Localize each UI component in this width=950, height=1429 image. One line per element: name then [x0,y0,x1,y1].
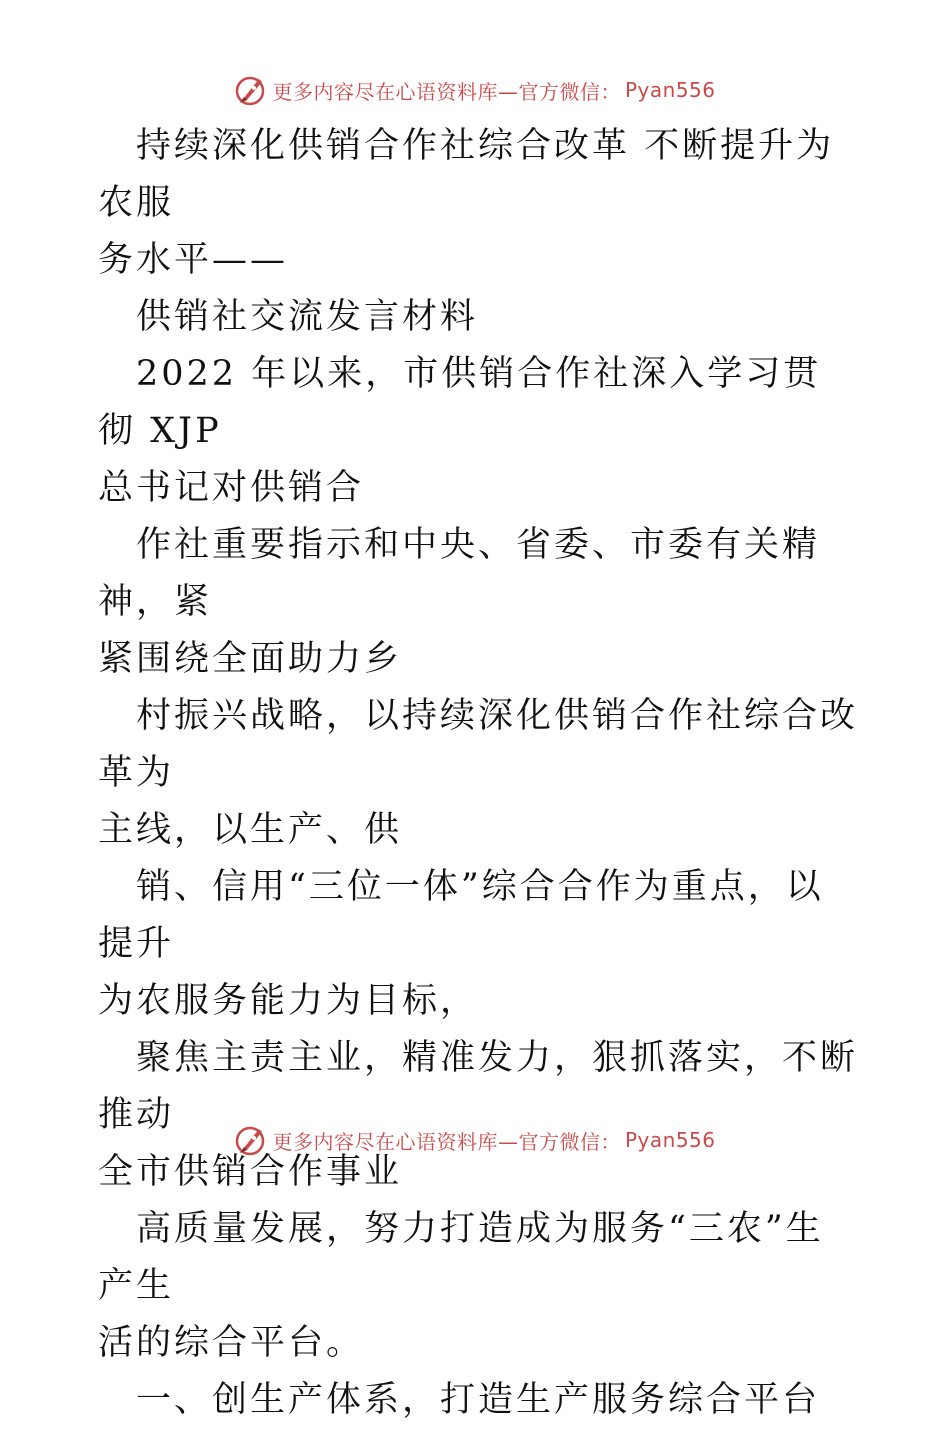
paragraph-line: 村振兴战略，以持续深化供销合作社综合改革为 [98,696,859,793]
header-watermark [0,70,950,110]
paragraph-line: 活的综合平台。 [98,1323,365,1363]
paragraph-line: 作社重要指示和中央、省委、市委有关精神，紧 [98,525,821,622]
paragraph-line: 供销社交流发言材料 [136,297,479,337]
paragraph-line: 聚焦主责主业，精准发力，狠抓落实，不断推动 [98,1038,859,1135]
paragraph [98,517,858,688]
watermark-brand: Pyan556 [624,1128,716,1152]
paragraph-line: 2022 年以来，市供销合作社深入学习贯彻 XJP [98,354,822,451]
paragraph-line: 主线，以生产、供 [98,810,403,850]
paragraph-line: 全市供销合作事业 [98,1152,403,1192]
watermark-text: 更多内容尽在心语资料库—官方微信： [272,1129,621,1154]
paragraph [98,688,858,859]
paragraph-line: 为农服务能力为目标， [98,981,479,1021]
paragraph [98,346,858,517]
paragraph [98,859,858,1030]
watermark-brand: Pyan556 [624,78,716,102]
paragraph-line: 持续深化供销合作社综合改革 不断提升为农服 [98,126,835,223]
paragraph-line: 务水平—— [98,240,289,280]
paragraph [98,1372,858,1429]
paragraph-line: 总书记对供销合 [98,468,365,508]
paragraph-line: 高质量发展，努力打造成为服务“三农”生产生 [98,1209,824,1306]
paragraph-line: 一、创生产体系，打造生产服务综合平台 [136,1380,821,1420]
paragraph-line: 销、信用“三位一体”综合合作为重点，以提升 [98,867,824,964]
paragraph [98,118,858,289]
footer-watermark [0,1120,950,1160]
paragraph [98,1201,858,1372]
watermark-text: 更多内容尽在心语资料库—官方微信： [272,79,621,104]
paragraph-line: 紧围绕全面助力乡 [98,639,403,679]
quill-pen-seal-icon [234,1123,268,1157]
document-body [98,118,858,1429]
paragraph [98,1030,858,1201]
paragraph [98,289,858,346]
quill-pen-seal-icon [234,73,268,107]
